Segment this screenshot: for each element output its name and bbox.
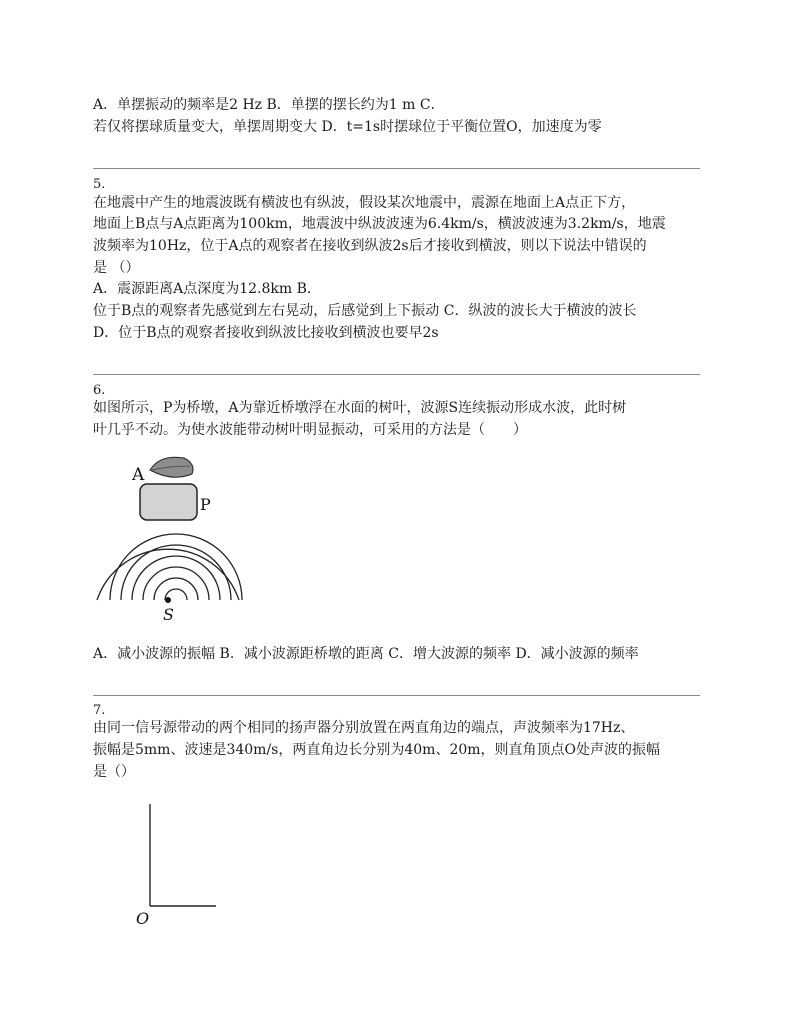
q6-stem-line-1: 如图所示，P为桥墩，A为靠近桥墩浮在水面的树叶，波源S连续振动形成水波，此时树: [93, 400, 627, 416]
label-o: O: [136, 909, 150, 928]
q5-number: 5.: [93, 177, 106, 192]
wave-source-dot: [165, 597, 171, 603]
label-p: P: [200, 495, 211, 514]
q5-stem-line-4: 是 （）: [93, 260, 140, 276]
divider-q5-q6: [93, 374, 700, 375]
q5-stem-line-1: 在地震中产生的地震波既有横波也有纵波，假设某次地震中，震源在地面上A点正下方，: [93, 195, 636, 211]
q5-option-line-3: D．位于B点的观察者接收到纵波比接收到横波也要早2s: [93, 325, 439, 341]
q6-number: 6.: [93, 383, 106, 398]
label-s: S: [163, 605, 174, 624]
right-angle-diagram: [130, 800, 230, 930]
q5-stem-line-3: 波频率为10Hz，位于A点的观察者在接收到纵波2s后才接收到横波，则以下说法中错误的: [93, 238, 647, 254]
divider-q4-q5: [93, 168, 700, 169]
divider-q6-q7: [93, 695, 700, 696]
q7-number: 7.: [93, 703, 106, 718]
water-wave-arcs: [97, 534, 242, 600]
q4-options-line-2: 若仅将摆球质量变大，单摆周期变大 D．t=1s时摆球位于平衡位置O，加速度为零: [93, 119, 602, 135]
q5-option-line-2: 位于B点的观察者先感觉到左右晃动，后感觉到上下振动 C．纵波的波长大于横波的波长: [93, 303, 637, 319]
bridge-pier: [140, 484, 197, 520]
q7-stem-line-2: 振幅是5mm、波速是340m/s，两直角边长分别为40m、20m，则直角顶点O处声波的振幅: [93, 742, 661, 758]
q5-stem-line-2: 地面上B点与A点距离为100km，地震波中纵波波速为6.4km/s，横波波速为3.2km/s，地震: [93, 216, 666, 232]
q6-options: A．减小波源的振幅 B．减小波源距桥墩的距离 C．增大波源的频率 D．减小波源的频率: [93, 646, 639, 662]
q5-option-line-1: A．震源距离A点深度为12.8km B．: [93, 281, 321, 297]
q6-stem-line-2: 叶几乎不动。为使水波能带动树叶明显振动，可采用的方法是（ ）: [93, 422, 527, 438]
pier-wave-diagram: [88, 450, 248, 625]
q7-stem-line-3: 是（）: [93, 764, 135, 780]
q7-stem-line-1: 由同一信号源带动的两个相同的扬声器分别放置在两直角边的端点，声波频率为17Hz、: [93, 720, 635, 736]
label-a: A: [132, 465, 145, 485]
q4-options-line-1: A．单摆振动的频率是2 Hz B．单摆的摆长约为1 m C．: [93, 97, 445, 113]
